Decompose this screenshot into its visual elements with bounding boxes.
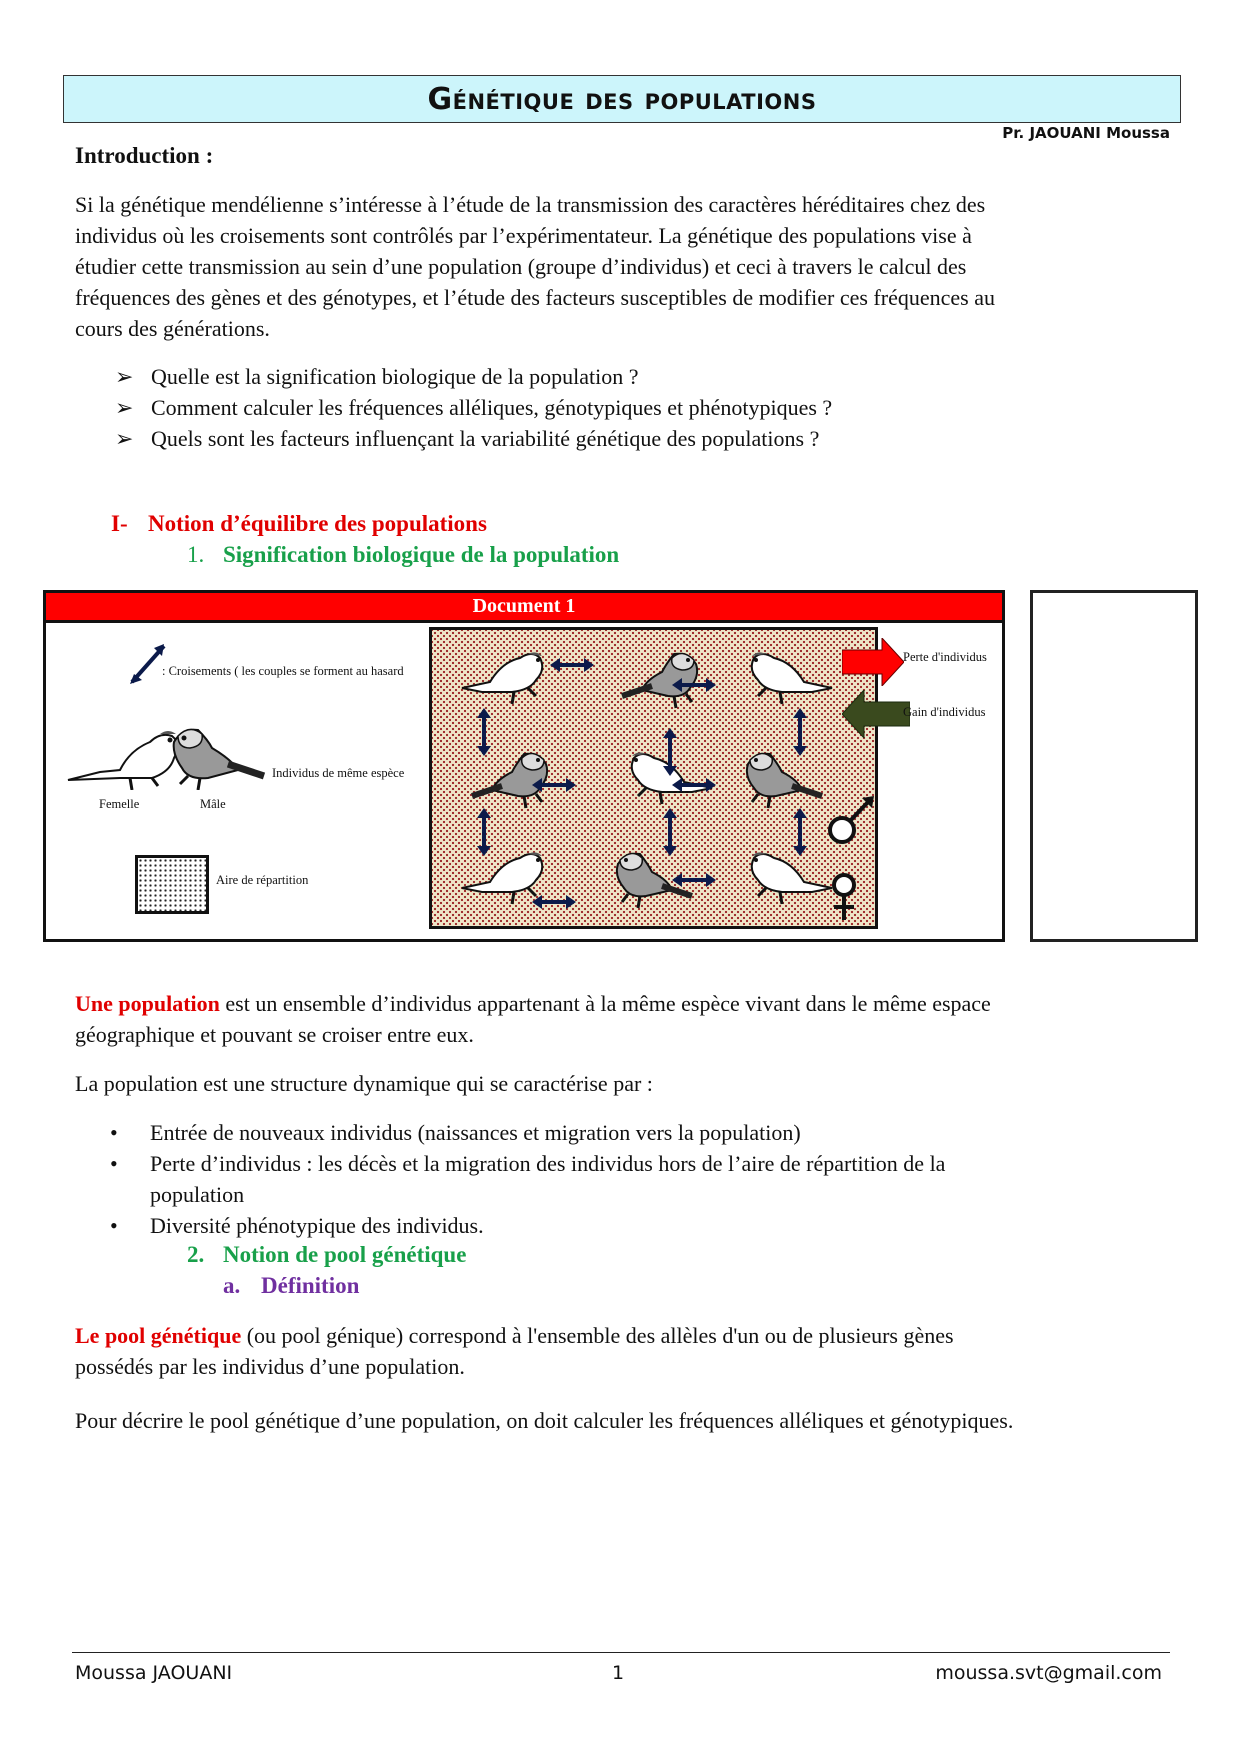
- legend-area: Aire de répartition: [216, 873, 309, 887]
- legend-female: Femelle: [99, 797, 140, 811]
- title-banner: [63, 75, 1181, 123]
- section-number: I-: [111, 511, 128, 536]
- question-item: ➢ Quelle est la signification biologique de la population ?: [115, 361, 832, 392]
- footer-author: Moussa JAOUANI: [75, 1662, 233, 1684]
- intro-line: individus où les croisements sont contrôlés par l’expérimentateur. La génétique des populations vise à: [75, 223, 972, 248]
- question-item: ➢ Quels sont les facteurs influençant la variabilité génétique des populations ?: [115, 423, 832, 454]
- dynamic-list: [110, 1117, 945, 1241]
- intro-line: cours des générations.: [75, 316, 270, 341]
- arrow-bullet-icon: ➢: [115, 426, 134, 451]
- arrow-bullet-icon: ➢: [115, 395, 134, 420]
- section-title: Notion d’équilibre des populations: [148, 511, 487, 536]
- list-item-continuation: population: [150, 1182, 245, 1207]
- document-1-title: Document 1: [46, 593, 1002, 623]
- dynamic-intro: La population est une structure dynamique qui se caractérise par :: [75, 1071, 653, 1096]
- gain-label: Gain d'individus: [903, 705, 986, 719]
- male-bird-icon: [168, 720, 268, 790]
- intro-heading: Introduction :: [75, 143, 214, 168]
- arrow-bullet-icon: ➢: [115, 364, 134, 389]
- intro-line: fréquences des gènes et des génotypes, et l’étude des facteurs susceptibles de modifier ces fréquences au: [75, 285, 995, 310]
- footer-email: moussa.svt@gmail.com: [935, 1662, 1162, 1684]
- term-population: Une population: [75, 991, 220, 1016]
- population-area: [429, 627, 878, 929]
- legend-crossing: : Croisements ( les couples se forment au hasard: [162, 664, 404, 678]
- subsection-title: Notion de pool génétique: [223, 1242, 467, 1267]
- question-item: ➢ Comment calculer les fréquences alléliques, génotypiques et phénotypiques ?: [115, 392, 832, 423]
- footer-divider: [72, 1652, 1170, 1653]
- subsubsection-title: Définition: [261, 1273, 360, 1298]
- subsubsection-number: a.: [223, 1273, 241, 1298]
- female-symbol-icon: [834, 875, 854, 920]
- pool-definition: Le pool génétique (ou pool génique) correspond à l'ensemble des allèles d'un ou de plusieurs gènes possédés par les individus d’une population.: [75, 1323, 954, 1379]
- page-number: 1: [612, 1662, 625, 1684]
- list-item: • Diversité phénotypique des individus.: [110, 1210, 945, 1241]
- bullet-icon: •: [110, 1151, 118, 1176]
- subsection-number: 1.: [187, 542, 205, 567]
- population-definition: Une population est un ensemble d’individus appartenant à la même espèce vivant dans le même espace géographique et pouvant se croiser entre eux.: [75, 991, 991, 1047]
- distribution-area-swatch: [135, 855, 209, 914]
- bullet-icon: •: [110, 1120, 118, 1145]
- term-pool: Le pool génétique: [75, 1323, 242, 1348]
- subsection-number: 2.: [187, 1242, 205, 1267]
- intro-line: Si la génétique mendélienne s’intéresse à l’étude de la transmission des caractères héréditaires chez des: [75, 192, 986, 217]
- pool-conclusion: Pour décrire le pool génétique d’une population, on doit calculer les fréquences alléliques et génotypiques.: [75, 1408, 1014, 1433]
- page-title: Génétique des populations: [427, 82, 817, 117]
- loss-label: Perte d'individus: [903, 650, 987, 664]
- subsection-title: Signification biologique de la population: [223, 542, 620, 567]
- intro-line: étudier cette transmission au sein d’une population (groupe d’individus) et ceci à travers le calcul des: [75, 254, 967, 279]
- list-item: • Entrée de nouveaux individus (naissances et migration vers la population): [110, 1117, 945, 1148]
- population-birds-diagram: [432, 630, 875, 926]
- question-list: [115, 361, 832, 454]
- loss-arrow-icon: [842, 638, 904, 686]
- bullet-icon: •: [110, 1213, 118, 1238]
- author-name: Pr. JAOUANI Moussa: [1002, 124, 1170, 142]
- legend-male: Mâle: [200, 797, 226, 811]
- male-symbol-icon: [830, 796, 874, 842]
- empty-side-box: [1030, 590, 1198, 942]
- gain-arrow-icon: [842, 690, 910, 738]
- legend-same-species: Individus de même espèce: [272, 766, 405, 780]
- intro-paragraph: [75, 189, 1155, 344]
- list-item: • Perte d’individus : les décès et la migration des individus hors de l’aire de répartition de la: [110, 1148, 945, 1179]
